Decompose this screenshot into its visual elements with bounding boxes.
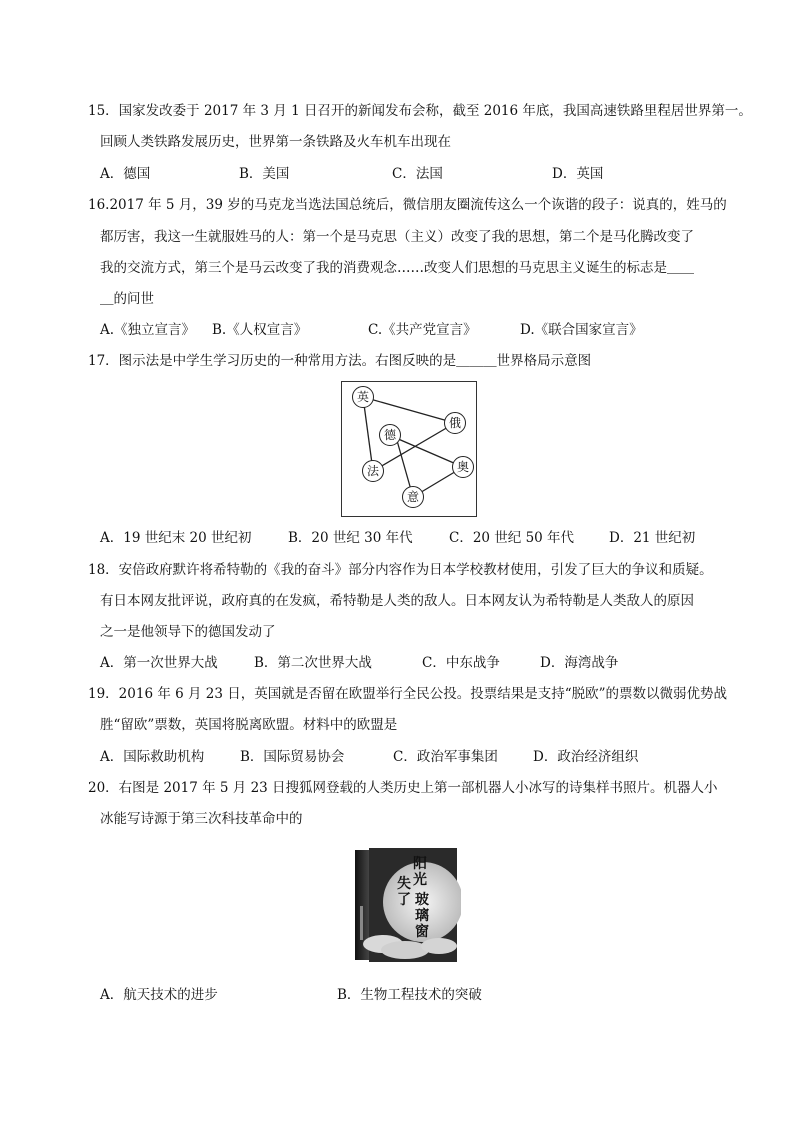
q16-option-d[interactable]: D.《联合国家宣言》: [520, 322, 643, 338]
book-title-char: 了: [397, 892, 411, 908]
book-title-char: 窗: [415, 924, 429, 940]
book-title-char: 失: [397, 876, 411, 892]
book-title-col1: [413, 856, 427, 888]
node-italy: 意: [402, 486, 424, 508]
q17-stem-line1: 17．图示法是中学生学习历史的一种常用方法。右图反映的是＿＿＿世界格局示意图: [88, 353, 592, 369]
node-russia: 俄: [444, 412, 466, 434]
q19-option-a[interactable]: A．国际救助机构: [100, 749, 205, 765]
q16-stem-line2: 都厉害，我这一生就服姓马的人：第一个是马克思（主义）改变了我的思想，第二个是马化腾改变了: [100, 229, 694, 245]
book-title-col2: [397, 876, 411, 908]
book-title-char: 光: [413, 872, 427, 888]
q15-option-a[interactable]: A．德国: [100, 166, 151, 182]
q16-stem-line3: 我的交流方式，第三个是马云改变了我的消费观念……改变人们思想的马克思主义诞生的标志是＿＿: [100, 260, 694, 276]
q19-option-d[interactable]: D．政治经济组织: [533, 749, 639, 765]
q17-option-d[interactable]: D．21 世纪初: [609, 530, 696, 546]
q16-stem-line1: 16.2017 年 5 月，39 岁的马克龙当选法国总统后，微信朋友圈流传这么一个诙谐的段子：说真的，姓马的: [88, 197, 727, 213]
node-germany: 德: [379, 424, 401, 446]
q18-stem-line1: 18．安倍政府默许将希特勒的《我的奋斗》部分内容作为日本学校教材使用，引发了巨大的争议和质疑。: [88, 562, 713, 578]
q15-option-b[interactable]: B．美国: [239, 166, 290, 182]
node-austria: 奥: [452, 456, 474, 478]
poetry-book-photo: [353, 846, 461, 964]
q20-stem-line1: 20．右图是 2017 年 5 月 23 日搜狐网登载的人类历史上第一部机器人小冰写的诗集样书照片。机器人小: [88, 780, 718, 796]
q18-stem-line3: 之一是他领导下的德国发动了: [100, 624, 276, 640]
q19-option-c[interactable]: C．政治军事集团: [393, 749, 498, 765]
q18-option-d[interactable]: D．海湾战争: [540, 655, 619, 671]
q15-stem-line2: 回顾人类铁路发展历史，世界第一条铁路及火车机车出现在: [100, 134, 451, 150]
q20-stem-line2: 冰能写诗源于第三次科技革命中的: [100, 811, 303, 827]
q18-option-a[interactable]: A．第一次世界大战: [100, 655, 218, 671]
q20-option-b[interactable]: B．生物工程技术的突破: [337, 987, 482, 1003]
q18-stem-line2: 有日本网友批评说，政府真的在发疯，希特勒是人类的敌人。日本网友认为希特勒是人类敌人的原因: [100, 593, 694, 609]
q17-option-c[interactable]: C．20 世纪 50 年代: [449, 530, 575, 546]
q15-stem-line1: 15．国家发改委于 2017 年 3 月 1 日召开的新闻发布会称，截至 2016 年底，我国高速铁路里程居世界第一。: [88, 103, 752, 119]
node-britain: 英: [352, 386, 374, 408]
book-title-char: 阳: [413, 856, 427, 872]
q15-option-d[interactable]: D．英国: [552, 166, 604, 182]
q15-option-c[interactable]: C．法国: [392, 166, 443, 182]
q16-option-b[interactable]: B.《人权宣言》: [212, 322, 308, 338]
q17-option-a[interactable]: A．19 世纪末 20 世纪初: [100, 530, 252, 546]
book-title-char: 璃: [415, 908, 429, 924]
q19-option-b[interactable]: B．国际贸易协会: [240, 749, 345, 765]
q19-stem-line2: 胜“留欧”票数，英国将脱离欧盟。材料中的欧盟是: [100, 717, 398, 733]
q16-option-a[interactable]: A.《独立宣言》: [100, 322, 196, 338]
world-pattern-diagram: [341, 381, 477, 517]
q17-option-b[interactable]: B．20 世纪 30 年代: [288, 530, 413, 546]
q16-stem-line4: ＿的问世: [100, 291, 154, 307]
book-title-char: 玻: [415, 892, 429, 908]
book-title-col3: [415, 892, 429, 940]
q20-option-a[interactable]: A．航天技术的进步: [100, 987, 218, 1003]
q16-option-c[interactable]: C.《共产党宣言》: [368, 322, 477, 338]
q18-option-c[interactable]: C．中东战争: [422, 655, 500, 671]
q18-option-b[interactable]: B．第二次世界大战: [254, 655, 372, 671]
node-france: 法: [362, 460, 384, 482]
q19-stem-line1: 19．2016 年 6 月 23 日，英国就是否留在欧盟举行全民公投。投票结果是支持“脱欧”的票数以微弱优势战: [88, 686, 728, 702]
